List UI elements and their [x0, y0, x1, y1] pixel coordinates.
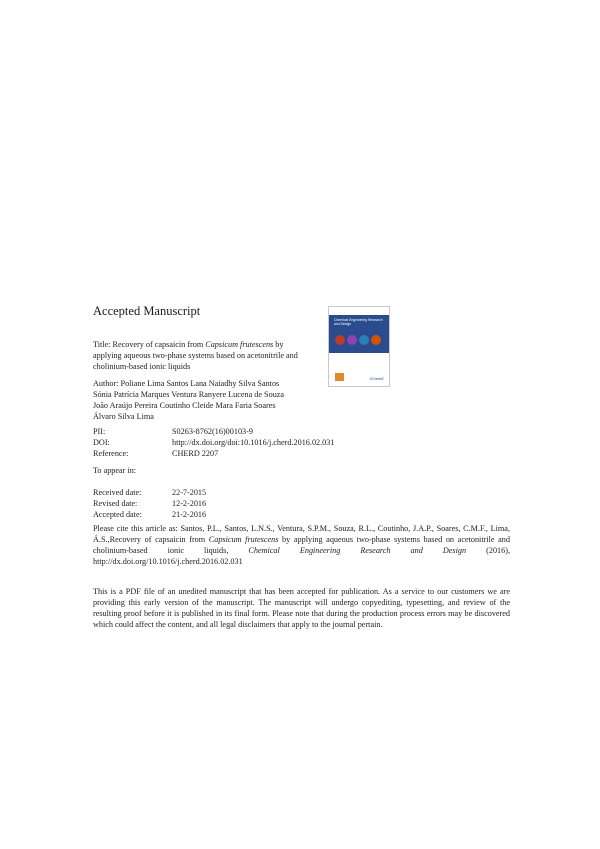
- cover-publisher-mark: IChemE: [369, 376, 384, 381]
- author-line: Author: Poliane Lima Santos Lana Naiadhy Silva Santos: [93, 379, 280, 388]
- article-dates: [93, 487, 206, 520]
- title-species: Capsicum frutescens: [205, 340, 274, 349]
- author-list: [93, 378, 323, 422]
- page-heading: Accepted Manuscript: [93, 304, 201, 318]
- author-line: Álvaro Silva Lima: [93, 412, 154, 421]
- cover-image-circle: [371, 335, 381, 345]
- date-row: [93, 498, 206, 509]
- doi-link[interactable]: http://dx.doi.org/doi:10.1016/j.cherd.2016.02.031: [172, 438, 335, 447]
- metadata-row: [93, 448, 334, 459]
- cover-image-circle: [347, 335, 357, 345]
- cover-image-circle: [335, 335, 345, 345]
- author-line: Sónia Patrícia Marques Ventura Ranyere Lucena de Souza: [93, 390, 285, 399]
- article-metadata: [93, 426, 334, 459]
- metadata-value: CHERD 2207: [172, 449, 219, 458]
- cover-journal-title: Chemical Engineering Research and Design: [334, 318, 383, 326]
- author-line: João Araújo Pereira Coutinho Cleide Mara Faria Soares: [93, 401, 276, 410]
- date-label: Received date:: [93, 488, 142, 497]
- citation-paragraph: Please cite this article as: Santos, P.L., Santos, L.N.S., Ventura, S.P.M., Souza, R.L., Coutinho, J.A.P., Soares, C.M.F., Lima, Á.S.,Recovery of capsaicin from Capsicum frutescens by applying aqueous two-phase systems based on acetonitrile and cholinium-based ionic liquids, Chemical Engineering Research and Design (2016), http://dx.doi.org/10.1016/j.cherd.2016.02.031: [93, 524, 511, 567]
- metadata-row: [93, 437, 334, 448]
- cover-image-circle: [359, 335, 369, 345]
- title-suffix: by applying aqueous two-phase systems based on acetonitrile and cholinium-based ionic liquids: [93, 340, 298, 371]
- metadata-label: DOI:: [93, 438, 110, 447]
- disclaimer-paragraph: This is a PDF file of an unedited manuscript that has been accepted for publication. As a service to our customers we are providing this early version of the manuscript. The manuscript will undergo copyediting, typesetting, and review of the resulting proof before it is published in its final form. Please note that during the production process errors may be discovered which could affect the content, and all legal disclaimers that apply to the journal pertain.: [93, 587, 510, 630]
- date-row: [93, 509, 206, 520]
- article-title: [93, 339, 308, 372]
- title-prefix: Title: Recovery of capsaicin from: [93, 340, 206, 349]
- metadata-label: PII:: [93, 427, 106, 436]
- publisher-logo-icon: [335, 373, 344, 381]
- metadata-value: S0263-8762(16)00103-9: [172, 427, 253, 436]
- appear-in-label: To appear in:: [93, 466, 137, 475]
- date-row: [93, 487, 206, 498]
- date-label: Revised date:: [93, 499, 138, 508]
- date-value: 12-2-2016: [172, 499, 207, 508]
- journal-cover-thumbnail: [328, 306, 390, 387]
- date-label: Accepted date:: [93, 510, 142, 519]
- metadata-label: Reference:: [93, 449, 129, 458]
- date-value: 22-7-2015: [172, 488, 207, 497]
- date-value: 21-2-2016: [172, 510, 207, 519]
- journal-name: Chemical Engineering Research and Design: [248, 546, 467, 556]
- metadata-row: [93, 426, 334, 437]
